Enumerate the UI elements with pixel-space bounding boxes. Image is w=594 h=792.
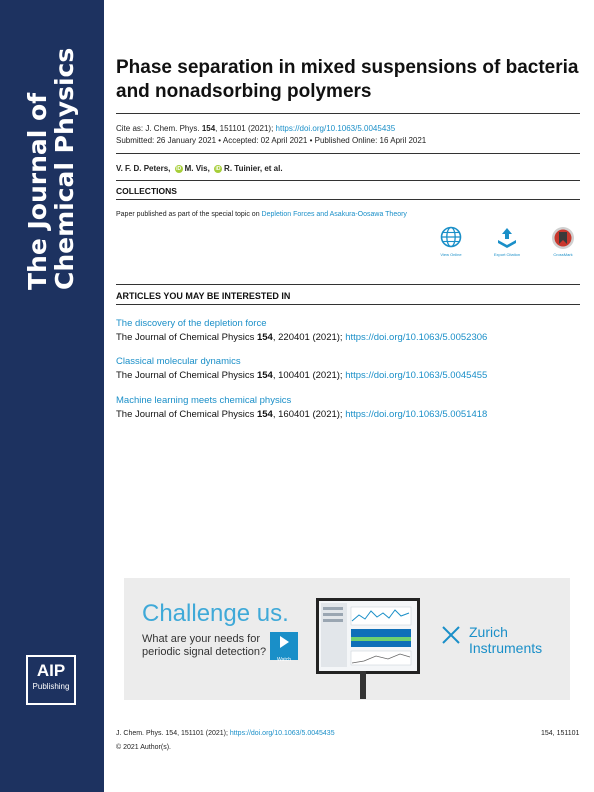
cite-label: Cite as: J. Chem. Phys.	[116, 124, 202, 133]
orcid-icon[interactable]: iD	[176, 165, 182, 172]
related-pages: , 220401 (2021);	[272, 332, 346, 343]
author-link[interactable]: R. Tuinier, et al.	[224, 164, 283, 173]
monitor-stand	[360, 671, 366, 699]
related-article-reference	[116, 370, 487, 381]
crossmark-label: CrossMark	[553, 252, 573, 257]
footer-citation: J. Chem. Phys. 154, 151101 (2021);	[116, 730, 230, 737]
divider	[116, 284, 580, 285]
related-doi-link[interactable]: https://doi.org/10.1063/5.0052306	[345, 332, 488, 343]
collections-text	[116, 209, 407, 221]
aip-logo-text: AIP	[36, 661, 66, 680]
related-article-reference	[116, 409, 487, 420]
related-article-title[interactable]: Machine learning meets chemical physics	[116, 395, 292, 406]
zurich-instruments-logo-icon	[442, 626, 460, 644]
view-online-label: View Online	[440, 252, 462, 257]
crossmark-button[interactable]	[544, 226, 582, 257]
related-journal: The Journal of Chemical Physics	[116, 332, 257, 343]
related-pages: , 100401 (2021);	[272, 370, 346, 381]
cite-rest: , 151101 (2021);	[215, 124, 276, 133]
brand-line2: Instruments	[469, 640, 543, 656]
citation-line	[116, 123, 395, 135]
divider	[116, 153, 580, 154]
brand-line1: Zurich	[469, 624, 508, 640]
crossmark-icon	[551, 226, 575, 250]
orcid-icon[interactable]: iD	[215, 165, 221, 172]
export-icon	[496, 226, 518, 248]
footer-doi-link[interactable]: https://doi.org/10.1063/5.0045435	[229, 730, 335, 737]
related-doi-link[interactable]: https://doi.org/10.1063/5.0051418	[345, 409, 488, 420]
related-volume: 154	[256, 370, 273, 381]
divider	[116, 199, 580, 200]
view-online-button[interactable]	[432, 226, 470, 257]
footer-page-ref: 154, 151101	[541, 730, 580, 737]
export-citation-button[interactable]	[488, 226, 526, 257]
aip-logo-subtext: Publishing	[32, 682, 70, 691]
related-journal: The Journal of Chemical Physics	[116, 370, 257, 381]
divider	[116, 180, 580, 181]
related-article-title[interactable]: The discovery of the depletion force	[116, 318, 267, 329]
ad-headline: Challenge us.	[142, 600, 289, 627]
journal-name-line2: Chemical Physics	[50, 47, 79, 290]
cite-volume: 154	[201, 124, 216, 133]
journal-sidebar	[0, 0, 104, 792]
paper-title: Phase separation in mixed suspensions of bacteria and nonadsorbing polymers	[116, 57, 579, 102]
related-volume: 154	[256, 332, 273, 343]
related-article-title[interactable]: Classical molecular dynamics	[116, 356, 241, 367]
article-tools	[432, 226, 582, 266]
collections-heading: COLLECTIONS	[116, 186, 177, 196]
ad-subtext: What are your needs for periodic signal detection?	[142, 633, 267, 658]
related-doi-link[interactable]: https://doi.org/10.1063/5.0045455	[345, 370, 488, 381]
related-journal: The Journal of Chemical Physics	[116, 409, 257, 420]
author-link[interactable]: V. F. D. Peters,	[116, 164, 173, 173]
page-footer	[116, 730, 335, 737]
globe-icon	[440, 226, 462, 248]
play-icon	[270, 632, 298, 652]
related-articles-heading: ARTICLES YOU MAY BE INTERESTED IN	[116, 291, 291, 301]
related-article-reference	[116, 332, 487, 343]
journal-name	[24, 20, 78, 290]
instrument-screen-graphic	[319, 601, 417, 671]
monitor-image	[316, 598, 420, 674]
publication-dates: Submitted: 26 January 2021 • Accepted: 02 April 2021 • Published Online: 16 April 2021	[116, 136, 427, 145]
related-volume: 154	[256, 409, 273, 420]
authors-line	[116, 163, 283, 175]
zurich-instruments-brand	[469, 624, 542, 656]
author-link[interactable]: M. Vis,	[184, 164, 213, 173]
aip-publishing-logo[interactable]	[26, 655, 76, 705]
related-pages: , 160401 (2021);	[272, 409, 346, 420]
special-topic-link[interactable]: Depletion Forces and Asakura-Oosawa Theory	[261, 211, 407, 218]
divider	[116, 113, 580, 114]
advertisement-banner[interactable]	[124, 578, 570, 700]
paper-doi-link[interactable]: https://doi.org/10.1063/5.0045435	[275, 124, 396, 133]
footer-copyright: © 2021 Author(s).	[116, 744, 171, 751]
ad-watch-button[interactable]	[270, 632, 298, 663]
journal-name-line1: The Journal of	[23, 92, 52, 290]
export-citation-label: Export Citation	[493, 252, 521, 257]
special-topic-text: Paper published as part of the special topic on	[116, 211, 262, 218]
divider	[116, 304, 580, 305]
ad-watch-label: Watch	[277, 657, 291, 663]
